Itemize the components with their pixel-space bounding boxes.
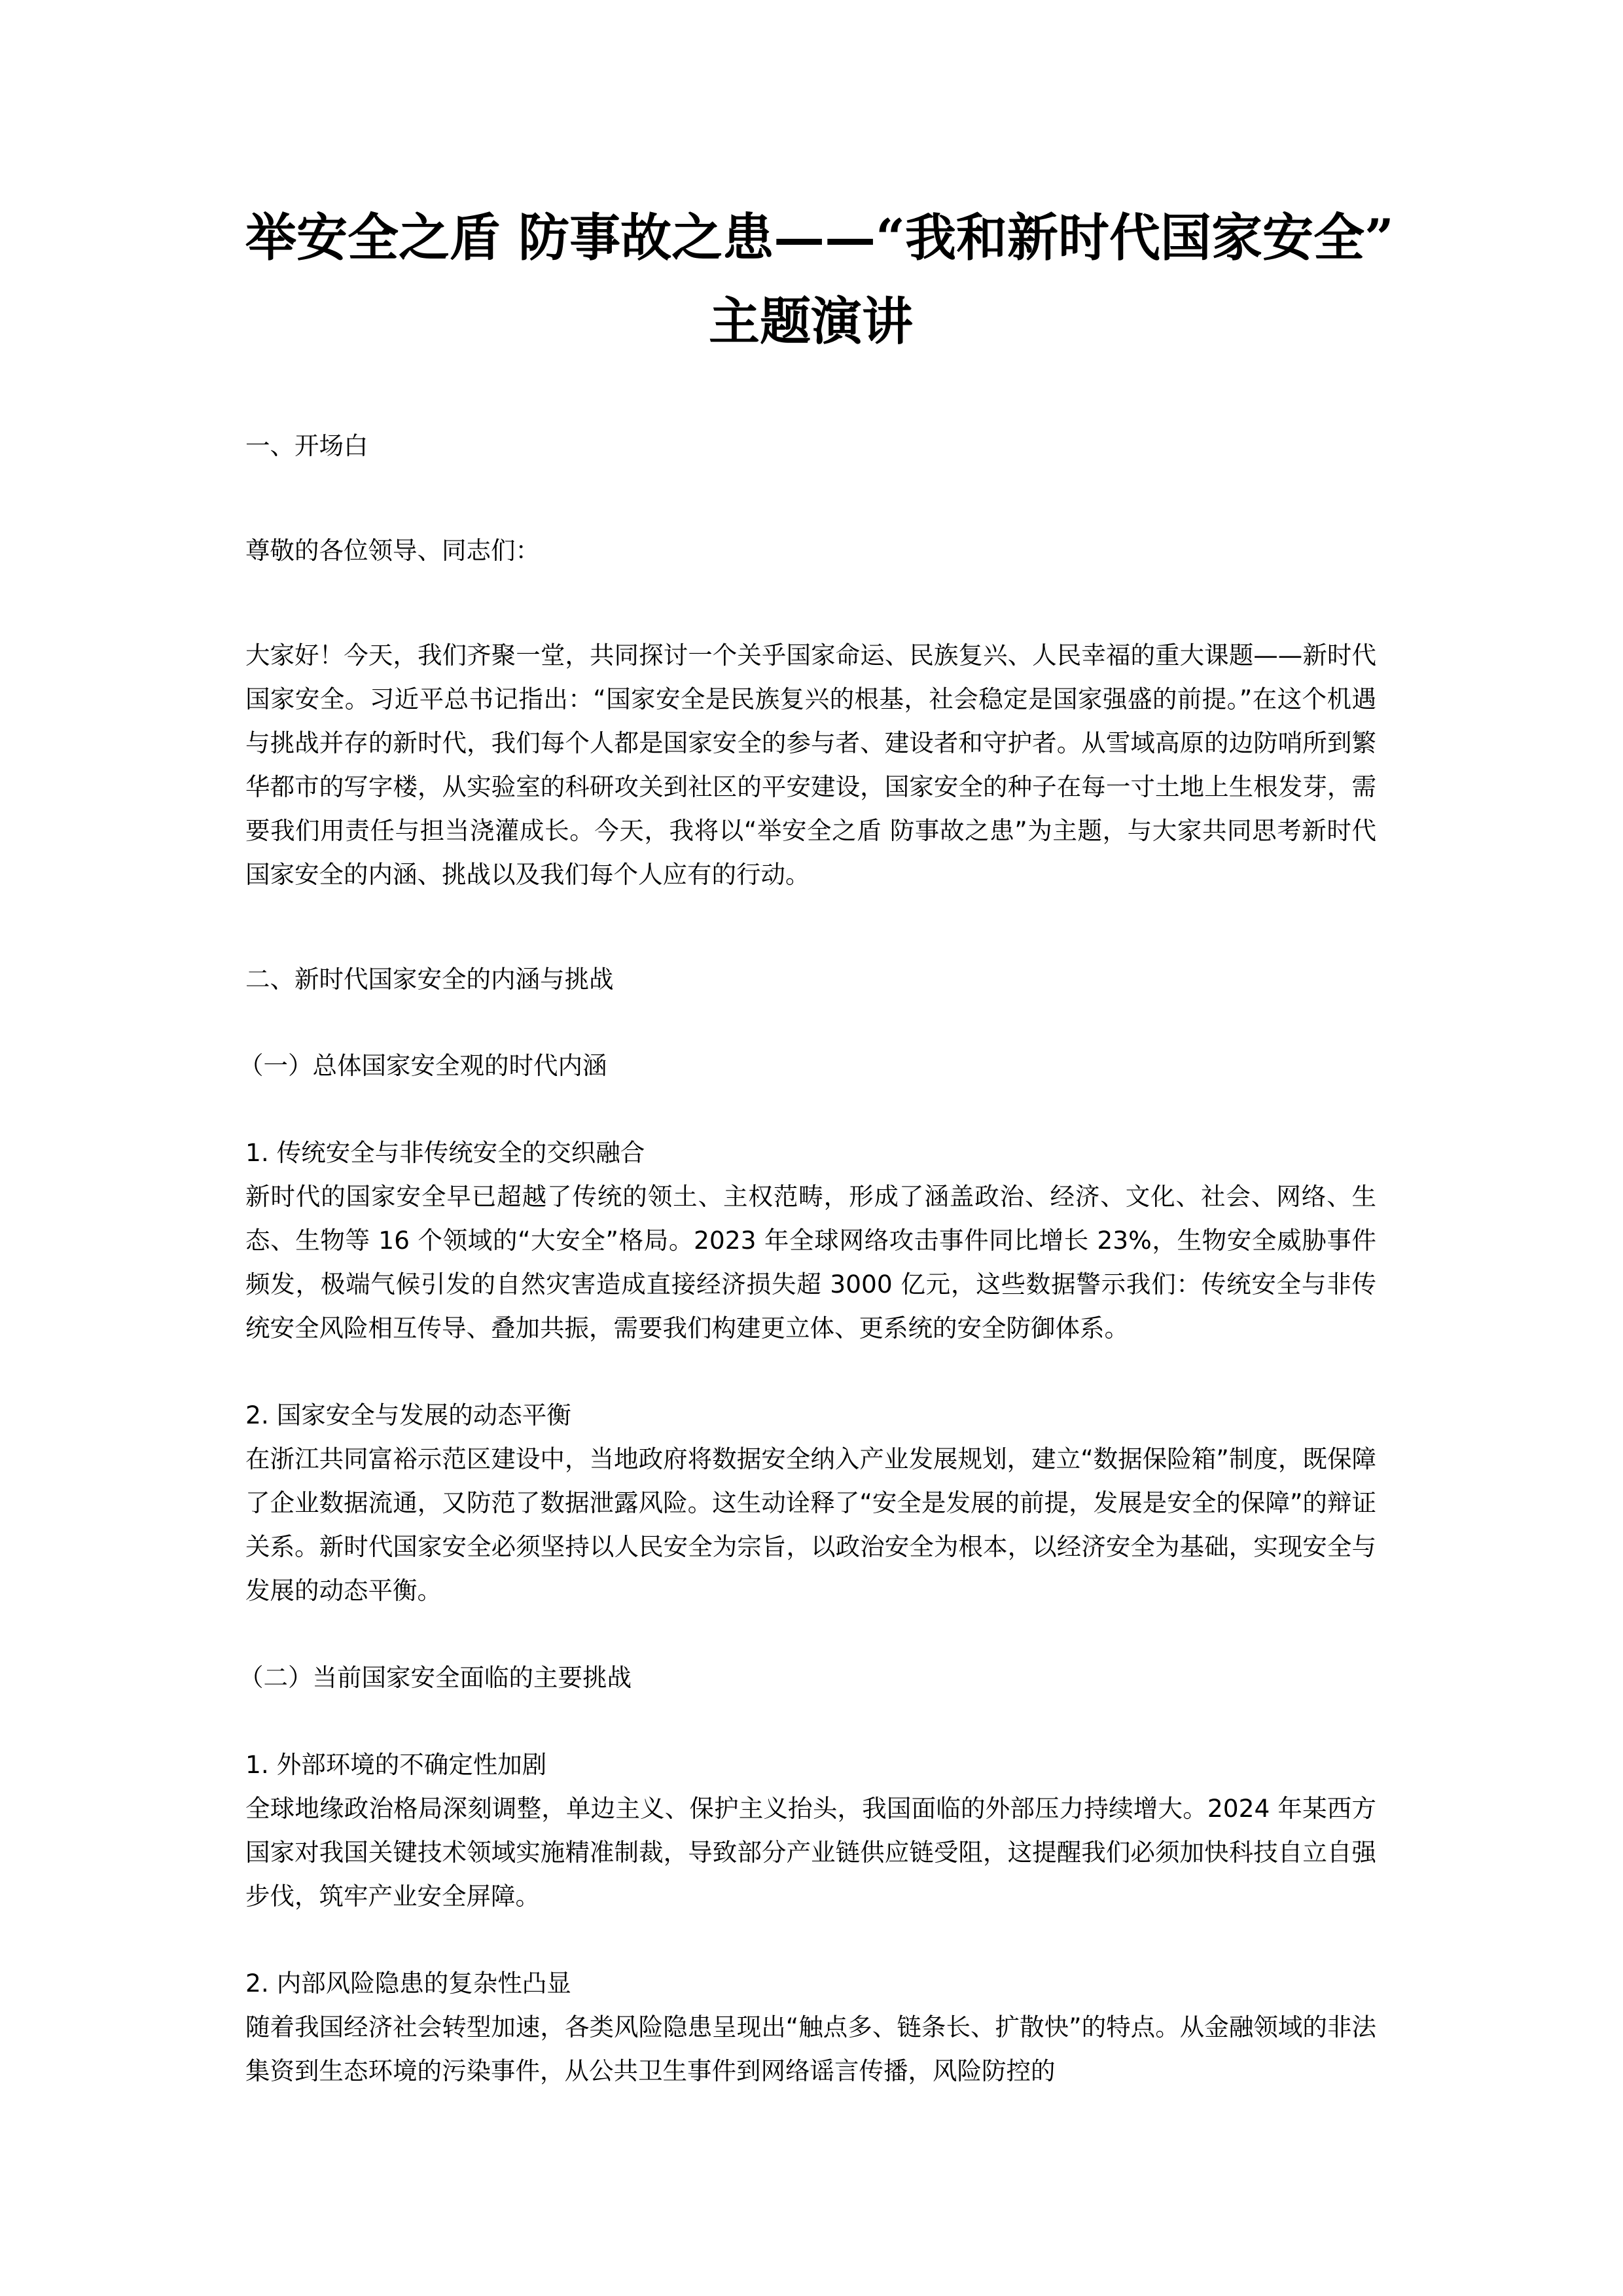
greeting-paragraph: 尊敬的各位领导、同志们： bbox=[245, 536, 540, 565]
item-title: 2. 内部风险隐患的复杂性凸显 bbox=[245, 1969, 571, 1998]
list-item bbox=[245, 1393, 1376, 1613]
section-heading-opening: 一、开场白 bbox=[245, 431, 368, 460]
item-paragraph: 全球地缘政治格局深刻调整，单边主义、保护主义抬头，我国面临的外部压力持续增大。2024 年某西方国家对我国关键技术领域实施精准制裁，导致部分产业链供应链受阻，这提醒我们必须加快科技自立自强步伐，筑牢产业安全屏障。 bbox=[245, 1794, 1376, 1910]
document-page bbox=[239, 196, 1394, 2093]
list-item bbox=[245, 1131, 1376, 1350]
subsection-heading-overall-security-view: （一）总体国家安全观的时代内涵 bbox=[239, 1051, 607, 1080]
list-item bbox=[245, 1962, 1376, 2093]
title-line-2: 主题演讲 bbox=[708, 292, 913, 351]
item-title: 2. 国家安全与发展的动态平衡 bbox=[245, 1401, 571, 1429]
item-title: 1. 传统安全与非传统安全的交织融合 bbox=[245, 1138, 645, 1167]
title-line-1: 举安全之盾 防事故之患——“我和新时代国家安全” bbox=[245, 208, 1394, 268]
item-paragraph: 随着我国经济社会转型加速，各类风险隐患呈现出“触点多、链条长、扩散快”的特点。从金融领域的非法集资到生态环境的污染事件，从公共卫生事件到网络谣言传播，风险防控的 bbox=[245, 2013, 1376, 2085]
item-title: 1. 外部环境的不确定性加剧 bbox=[245, 1750, 547, 1779]
intro-paragraph: 大家好！今天，我们齐聚一堂，共同探讨一个关乎国家命运、民族复兴、人民幸福的重大课题——新时代国家安全。习近平总书记指出：“国家安全是民族复兴的根基，社会稳定是国家强盛的前提。”在这个机遇与挑战并存的新时代，我们每个人都是国家安全的参与者、建设者和守护者。从雪域高原的边防哨所到繁华都市的写字楼，从实验室的科研攻关到社区的平安建设，国家安全的种子在每一寸土地上生根发芽，需要我们用责任与担当浇灌成长。今天，我将以“举安全之盾 防事故之患”为主题，与大家共同思考新时代国家安全的内涵、挑战以及我们每个人应有的行动。 bbox=[245, 641, 1376, 889]
list-item bbox=[245, 1743, 1376, 1918]
section-heading-connotation-challenges: 二、新时代国家安全的内涵与挑战 bbox=[245, 965, 614, 994]
document-title bbox=[245, 196, 1394, 364]
item-paragraph: 在浙江共同富裕示范区建设中，当地政府将数据安全纳入产业发展规划，建立“数据保险箱”制度，既保障了企业数据流通，又防范了数据泄露风险。这生动诠释了“安全是发展的前提，发展是安全的保障”的辩证关系。新时代国家安全必须坚持以人民安全为宗旨，以政治安全为根本，以经济安全为基础，实现安全与发展的动态平衡。 bbox=[245, 1444, 1376, 1605]
item-paragraph: 新时代的国家安全早已超越了传统的领土、主权范畴，形成了涵盖政治、经济、文化、社会、网络、生态、生物等 16 个领域的“大安全”格局。2023 年全球网络攻击事件同比增长 23%，生物安全威胁事件频发，极端气候引发的自然灾害造成直接经济损失超 3000 亿元，这些数据警示我们：传统安全与非传统安全风险相互传导、叠加共振，需要我们构建更立体、更系统的安全防御体系。 bbox=[245, 1182, 1376, 1342]
subsection-heading-main-challenges: （二）当前国家安全面临的主要挑战 bbox=[239, 1663, 632, 1692]
